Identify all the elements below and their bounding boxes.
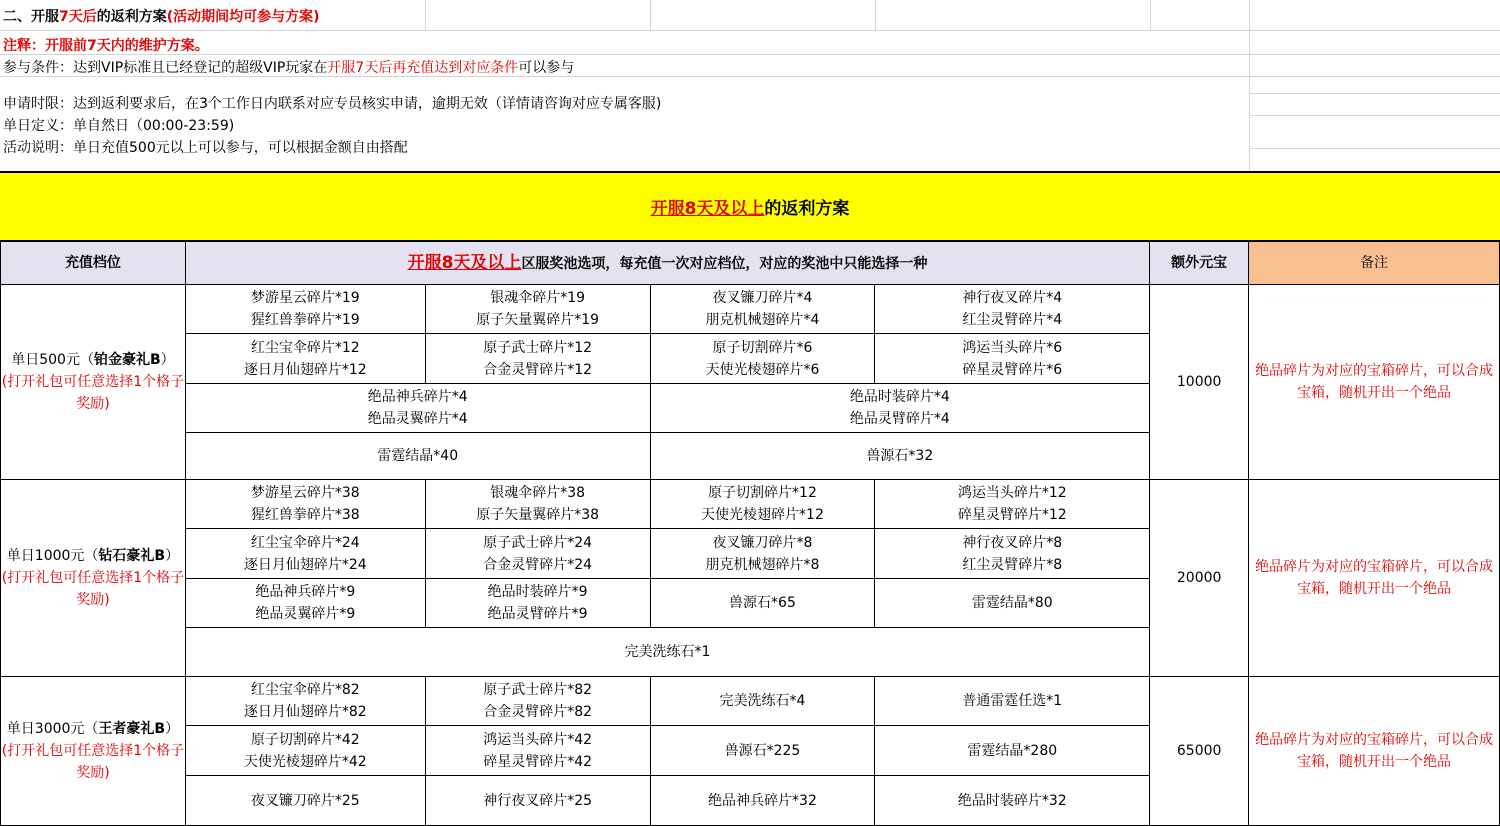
reward-cell — [425, 776, 650, 826]
reward-cell — [425, 334, 650, 384]
tier-name: 单日3000元（王者豪礼B） — [6, 721, 180, 737]
reward-item: 猩红兽拳碎片*19 — [250, 312, 360, 328]
reward-item: 朋克机械翅碎片*4 — [705, 312, 820, 328]
maintenance-note: 注释：开服前7天内的维护方案。 — [3, 38, 209, 54]
reward-item: 银魂伞碎片*38 — [490, 485, 586, 501]
reward-item: 兽源石*32 — [866, 448, 934, 464]
header-tier: 充值档位 — [1, 242, 186, 285]
tier-note — [1249, 480, 1500, 677]
reward-item: 逐日月仙翅碎片*82 — [243, 704, 367, 720]
reward-item: 合金灵臂碎片*24 — [483, 556, 593, 573]
reward-item: 梦游星云碎片*38 — [250, 485, 360, 501]
reward-cell — [425, 726, 650, 776]
reward-cell — [875, 677, 1150, 726]
reward-item: 合金灵臂碎片*12 — [483, 361, 593, 378]
reward-item: 夜叉镰刀碎片*25 — [250, 792, 360, 809]
reward-item: 逐日月仙翅碎片*24 — [243, 556, 367, 573]
tier-note-text: 绝品碎片为对应的宝箱碎片，可以合成宝箱，随机开出一个绝品 — [1255, 732, 1494, 770]
activity-description: 活动说明：单日充值500元以上可以参与，可以根据金额自由搭配 — [3, 140, 408, 156]
header-extra: 额外元宝 — [1150, 242, 1249, 285]
reward-item: 绝品灵翼碎片*9 — [255, 606, 356, 622]
tier-note — [1249, 677, 1500, 826]
tier-subtitle: (打开礼包可任意选择1个格子奖励) — [1, 374, 185, 412]
reward-cell — [650, 384, 1150, 433]
reward-item: 绝品神兵碎片*32 — [708, 792, 817, 809]
reward-item: 神行夜叉碎片*8 — [962, 534, 1063, 551]
reward-item: 兽源石*65 — [729, 595, 796, 611]
table-row — [1, 677, 1500, 726]
daily-definition: 单日定义：单自然日（00:00-23:59) — [3, 118, 235, 134]
reward-item: 朋克机械翅碎片*8 — [705, 556, 820, 573]
reward-item: 天使光棱翅碎片*12 — [701, 507, 824, 523]
reward-item: 梦游星云碎片*19 — [250, 290, 360, 306]
header-pool: 开服8天及以上区服奖池选项，每充值一次对应档位，对应的奖池中只能选择一种 — [185, 242, 1149, 285]
reward-item: 雷霆结晶*40 — [377, 448, 459, 464]
reward-cell — [185, 726, 425, 776]
reward-item: 原子矢量翼碎片*19 — [476, 312, 600, 328]
reward-cell — [875, 726, 1150, 776]
section-title: 二、开服7天后的返利方案(活动期间均可参与方案) — [3, 9, 320, 25]
reward-item: 鸿运当头碎片*12 — [957, 485, 1067, 501]
extra-ingot: 10000 — [1150, 285, 1249, 480]
reward-cell — [185, 529, 425, 579]
reward-cell — [185, 384, 650, 433]
reward-item: 天使光棱翅碎片*6 — [705, 361, 820, 378]
reward-item: 绝品灵臂碎片*9 — [487, 606, 588, 622]
reward-cell — [185, 433, 650, 480]
reward-item: 碎星灵臂碎片*42 — [483, 753, 593, 770]
reward-item: 红尘宝伞碎片*24 — [250, 534, 360, 551]
reward-cell — [185, 677, 425, 726]
reward-cell — [650, 285, 875, 334]
reward-item: 鸿运当头碎片*6 — [962, 339, 1063, 356]
tier-label — [1, 480, 186, 677]
reward-item: 绝品灵臂碎片*4 — [849, 411, 950, 427]
tier-note-text: 绝品碎片为对应的宝箱碎片，可以合成宝箱，随机开出一个绝品 — [1255, 363, 1494, 401]
reward-item: 绝品神兵碎片*4 — [367, 389, 468, 405]
reward-item: 原子武士碎片*24 — [483, 534, 593, 551]
tier-name: 单日1000元（钻石豪礼B） — [6, 548, 180, 564]
reward-cell — [650, 677, 875, 726]
reward-item: 兽源石*225 — [724, 742, 801, 759]
reward-item: 碎星灵臂碎片*12 — [957, 507, 1067, 523]
tier-subtitle: (打开礼包可任意选择1个格子奖励) — [1, 570, 185, 608]
reward-cell — [185, 285, 425, 334]
reward-cell — [650, 776, 875, 826]
rebate-banner: 开服8天及以上 的返利方案 — [0, 171, 1500, 241]
reward-cell — [185, 334, 425, 384]
reward-cell — [875, 776, 1150, 826]
reward-item: 夜叉镰刀碎片*8 — [712, 534, 813, 551]
reward-item: 原子切割碎片*6 — [712, 339, 813, 356]
reward-item: 雷霆结晶*280 — [967, 742, 1058, 759]
reward-item: 原子矢量翼碎片*38 — [476, 507, 600, 523]
reward-cell — [185, 579, 425, 628]
header-note: 备注 — [1249, 242, 1500, 285]
reward-item: 夜叉镰刀碎片*4 — [712, 290, 813, 306]
reward-item: 红尘灵臂碎片*8 — [962, 556, 1063, 573]
reward-cell — [875, 579, 1150, 628]
reward-item: 原子切割碎片*12 — [708, 485, 817, 501]
tier-note — [1249, 285, 1500, 480]
application-deadline: 申请时限：达到返利要求后，在3个工作日内联系对应专员核实申请，逾期无效（详情请咨询对应专属客服) — [3, 96, 662, 112]
reward-item: 原子切割碎片*42 — [250, 731, 360, 748]
reward-item: 完美洗练石*1 — [624, 644, 711, 660]
reward-cell — [650, 726, 875, 776]
reward-item: 雷霆结晶*80 — [971, 595, 1053, 611]
reward-item: 普通雷霆任选*1 — [962, 693, 1063, 709]
reward-item: 完美洗练石*4 — [719, 693, 806, 709]
reward-item: 合金灵臂碎片*82 — [483, 704, 593, 720]
tier-label — [1, 285, 186, 480]
reward-item: 红尘宝伞碎片*82 — [250, 682, 360, 698]
reward-cell — [185, 776, 425, 826]
extra-ingot: 65000 — [1150, 677, 1249, 826]
tier-subtitle: (打开礼包可任意选择1个格子奖励) — [1, 743, 185, 781]
tier-note-text: 绝品碎片为对应的宝箱碎片，可以合成宝箱，随机开出一个绝品 — [1255, 559, 1494, 597]
reward-cell — [650, 433, 1150, 480]
reward-cell — [650, 529, 875, 579]
tier-name: 单日500元（铂金豪礼B） — [11, 352, 175, 368]
reward-cell — [425, 677, 650, 726]
reward-cell — [875, 480, 1150, 529]
tier-label — [1, 677, 186, 826]
reward-item: 红尘灵臂碎片*4 — [962, 312, 1063, 328]
reward-item: 红尘宝伞碎片*12 — [250, 339, 360, 356]
reward-item: 绝品时装碎片*4 — [849, 389, 950, 405]
reward-cell — [650, 480, 875, 529]
reward-cell — [425, 529, 650, 579]
reward-cell — [425, 579, 650, 628]
reward-item: 绝品时装碎片*9 — [487, 584, 588, 600]
reward-item: 猩红兽拳碎片*38 — [250, 507, 360, 523]
table-row — [1, 285, 1500, 334]
reward-item: 绝品神兵碎片*9 — [255, 584, 356, 600]
reward-cell — [875, 529, 1150, 579]
reward-item: 银魂伞碎片*19 — [490, 290, 586, 306]
reward-item: 鸿运当头碎片*42 — [483, 731, 593, 748]
reward-item: 原子武士碎片*12 — [483, 339, 593, 356]
reward-item: 原子武士碎片*82 — [483, 682, 593, 698]
reward-cell — [185, 628, 1149, 677]
reward-cell — [650, 579, 875, 628]
reward-item: 绝品时装碎片*32 — [957, 792, 1067, 809]
reward-item: 神行夜叉碎片*25 — [483, 792, 593, 809]
reward-item: 神行夜叉碎片*4 — [962, 290, 1063, 306]
table-row — [1, 480, 1500, 529]
reward-item: 绝品灵翼碎片*4 — [367, 411, 468, 427]
extra-ingot: 20000 — [1150, 480, 1249, 677]
reward-cell — [875, 334, 1150, 384]
reward-item: 碎星灵臂碎片*6 — [962, 361, 1063, 378]
reward-item: 天使光棱翅碎片*42 — [243, 753, 367, 770]
participation-conditions: 参与条件：达到VIP标准且已经登记的超级VIP玩家在开服7天后再充值达到对应条件可以参与 — [3, 60, 575, 76]
reward-cell — [425, 285, 650, 334]
reward-item: 逐日月仙翅碎片*12 — [243, 361, 367, 378]
reward-cell — [425, 480, 650, 529]
reward-cell — [185, 480, 425, 529]
reward-cell — [650, 334, 875, 384]
reward-cell — [875, 285, 1150, 334]
reward-table — [0, 241, 1500, 826]
